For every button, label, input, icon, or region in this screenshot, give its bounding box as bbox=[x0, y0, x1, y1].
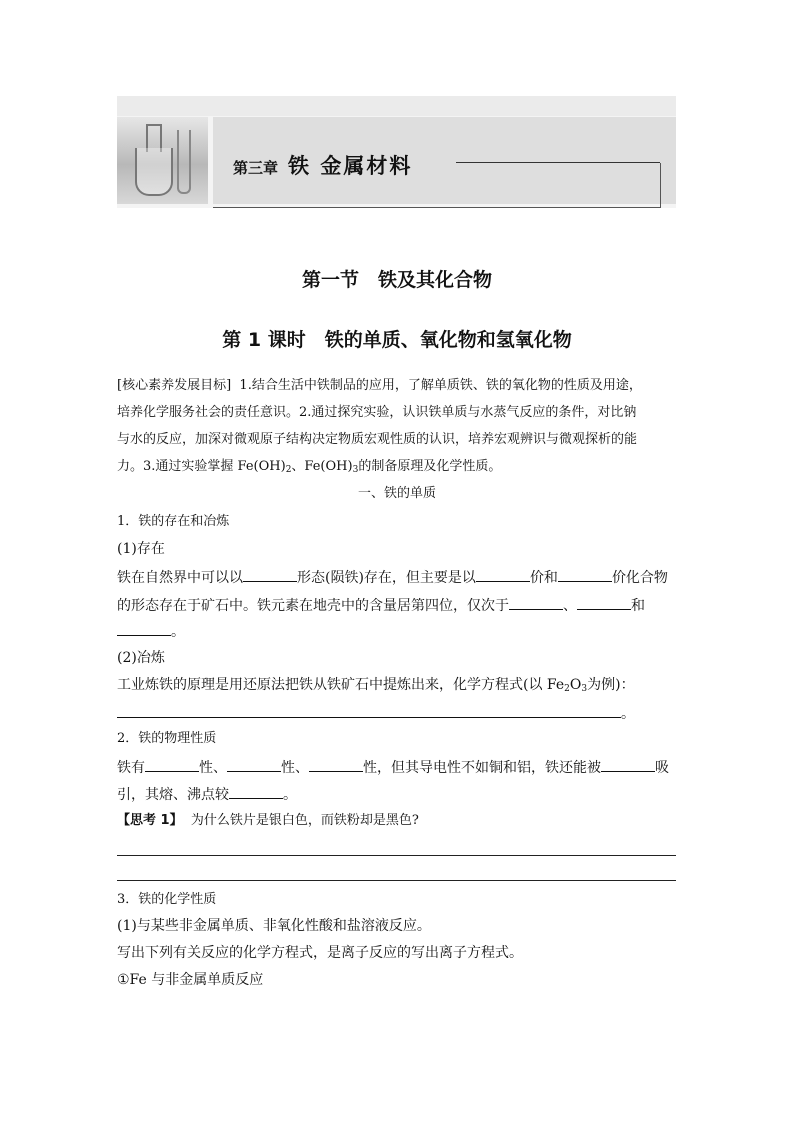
subscript: 3 bbox=[581, 684, 588, 694]
goals-text-1: 1.结合生活中铁制品的应用，了解单质铁、铁的氧化物的性质及用途， bbox=[239, 378, 642, 393]
goals-line-4 bbox=[117, 457, 501, 480]
text: 。 bbox=[621, 706, 635, 722]
s3-para-3: ①Fe 与非金属单质反应 bbox=[117, 972, 264, 988]
chapter-heading bbox=[233, 150, 412, 180]
answer-line-2[interactable] bbox=[117, 880, 676, 881]
chapter-number: 第三章 bbox=[233, 159, 279, 177]
s1-para-2 bbox=[117, 594, 645, 616]
think-label: 【思考 1】 bbox=[117, 813, 183, 828]
subscript: 3 bbox=[352, 465, 359, 475]
s2-title: 2．铁的物理性质 bbox=[117, 731, 217, 746]
s1-title: 1．铁的存在和冶炼 bbox=[117, 514, 230, 529]
think-question bbox=[117, 811, 419, 831]
section-title: 第一节 铁及其化合物 bbox=[301, 269, 492, 291]
chapter-title: 铁 金属材料 bbox=[288, 154, 413, 178]
text: 和 bbox=[631, 598, 645, 614]
banner-top-strip bbox=[117, 96, 676, 116]
text: 。 bbox=[283, 787, 297, 803]
text: 吸 bbox=[655, 760, 669, 776]
s2-para-2 bbox=[117, 783, 297, 805]
text: 价和 bbox=[529, 570, 558, 586]
fill-blank[interactable] bbox=[476, 566, 530, 582]
s1-para-3 bbox=[117, 620, 185, 642]
s1-para-1 bbox=[117, 566, 668, 588]
text: 为例)： bbox=[587, 677, 635, 693]
goals-text-4b: 、Fe(OH) bbox=[291, 459, 353, 474]
fill-blank[interactable] bbox=[509, 594, 563, 610]
text: 、 bbox=[563, 598, 577, 614]
s1-para-4 bbox=[117, 675, 635, 699]
s3-title: 3．铁的化学性质 bbox=[117, 892, 217, 907]
text: 形态(陨铁)存在，但主要是以 bbox=[297, 570, 476, 586]
fill-blank[interactable] bbox=[229, 783, 283, 799]
text: O bbox=[569, 677, 582, 693]
goals-text-4a: 力。3.通过实验掌握 Fe(OH) bbox=[117, 459, 286, 474]
s1-sub2: (2)冶炼 bbox=[117, 650, 165, 666]
lab-glassware-image bbox=[117, 117, 208, 204]
fill-blank[interactable] bbox=[227, 756, 281, 772]
fill-blank[interactable] bbox=[601, 756, 655, 772]
flask-icon bbox=[135, 148, 173, 196]
fill-blank[interactable] bbox=[558, 566, 612, 582]
text: 引，其熔、沸点较 bbox=[117, 787, 229, 803]
fill-blank[interactable] bbox=[145, 756, 199, 772]
text: 性，但其导电性不如铜和铝，铁还能被 bbox=[363, 760, 601, 776]
equation-blank[interactable] bbox=[117, 702, 621, 718]
text: 性、 bbox=[199, 760, 227, 776]
goals-line-3: 与水的反应，加深对微观原子结构决定物质宏观性质的认识，培养宏观辨识与微观探析的能 bbox=[117, 432, 638, 447]
part-heading: 一、铁的单质 bbox=[357, 486, 436, 501]
text: 的形态存在于矿石中。铁元素在地壳中的含量居第四位，仅次于 bbox=[117, 598, 509, 614]
goals-line-2: 培养化学服务社会的责任意识。2.通过探究实验，认识铁单质与水蒸气反应的条件，对比钠 bbox=[117, 405, 637, 420]
think-text: 为什么铁片是银白色，而铁粉却是黑色? bbox=[190, 813, 419, 828]
subscript: 2 bbox=[564, 684, 570, 694]
s2-para-1 bbox=[117, 756, 669, 778]
text: 。 bbox=[171, 624, 185, 640]
test-tube-icon bbox=[177, 130, 191, 194]
goals-label: [核心素养发展目标] bbox=[117, 378, 232, 393]
text: 工业炼铁的原理是用还原法把铁从铁矿石中提炼出来，化学方程式(以 Fe bbox=[117, 677, 565, 693]
subscript: 2 bbox=[285, 465, 292, 475]
goals-text-4c: 的制备原理及化学性质。 bbox=[358, 459, 502, 474]
text: 性、 bbox=[281, 760, 309, 776]
fill-blank[interactable] bbox=[309, 756, 363, 772]
s3-para-2: 写出下列有关反应的化学方程式，是离子反应的写出离子方程式。 bbox=[117, 945, 523, 961]
text: 铁有 bbox=[117, 760, 145, 776]
lesson-title: 第 1 课时 铁的单质、氧化物和氢氧化物 bbox=[222, 329, 572, 351]
fill-blank[interactable] bbox=[243, 566, 297, 582]
s1-para-5 bbox=[117, 702, 635, 724]
fill-blank[interactable] bbox=[577, 594, 631, 610]
banner-rule bbox=[456, 162, 660, 163]
text: 价化合物 bbox=[611, 570, 668, 586]
text: 铁在自然界中可以以 bbox=[117, 570, 243, 586]
goals-line-1 bbox=[117, 376, 642, 396]
fill-blank[interactable] bbox=[117, 620, 171, 636]
s3-para-1: (1)与某些非金属单质、非氧化性酸和盐溶液反应。 bbox=[117, 918, 431, 934]
answer-line-1[interactable] bbox=[117, 855, 676, 856]
s1-sub1: (1)存在 bbox=[117, 541, 165, 557]
